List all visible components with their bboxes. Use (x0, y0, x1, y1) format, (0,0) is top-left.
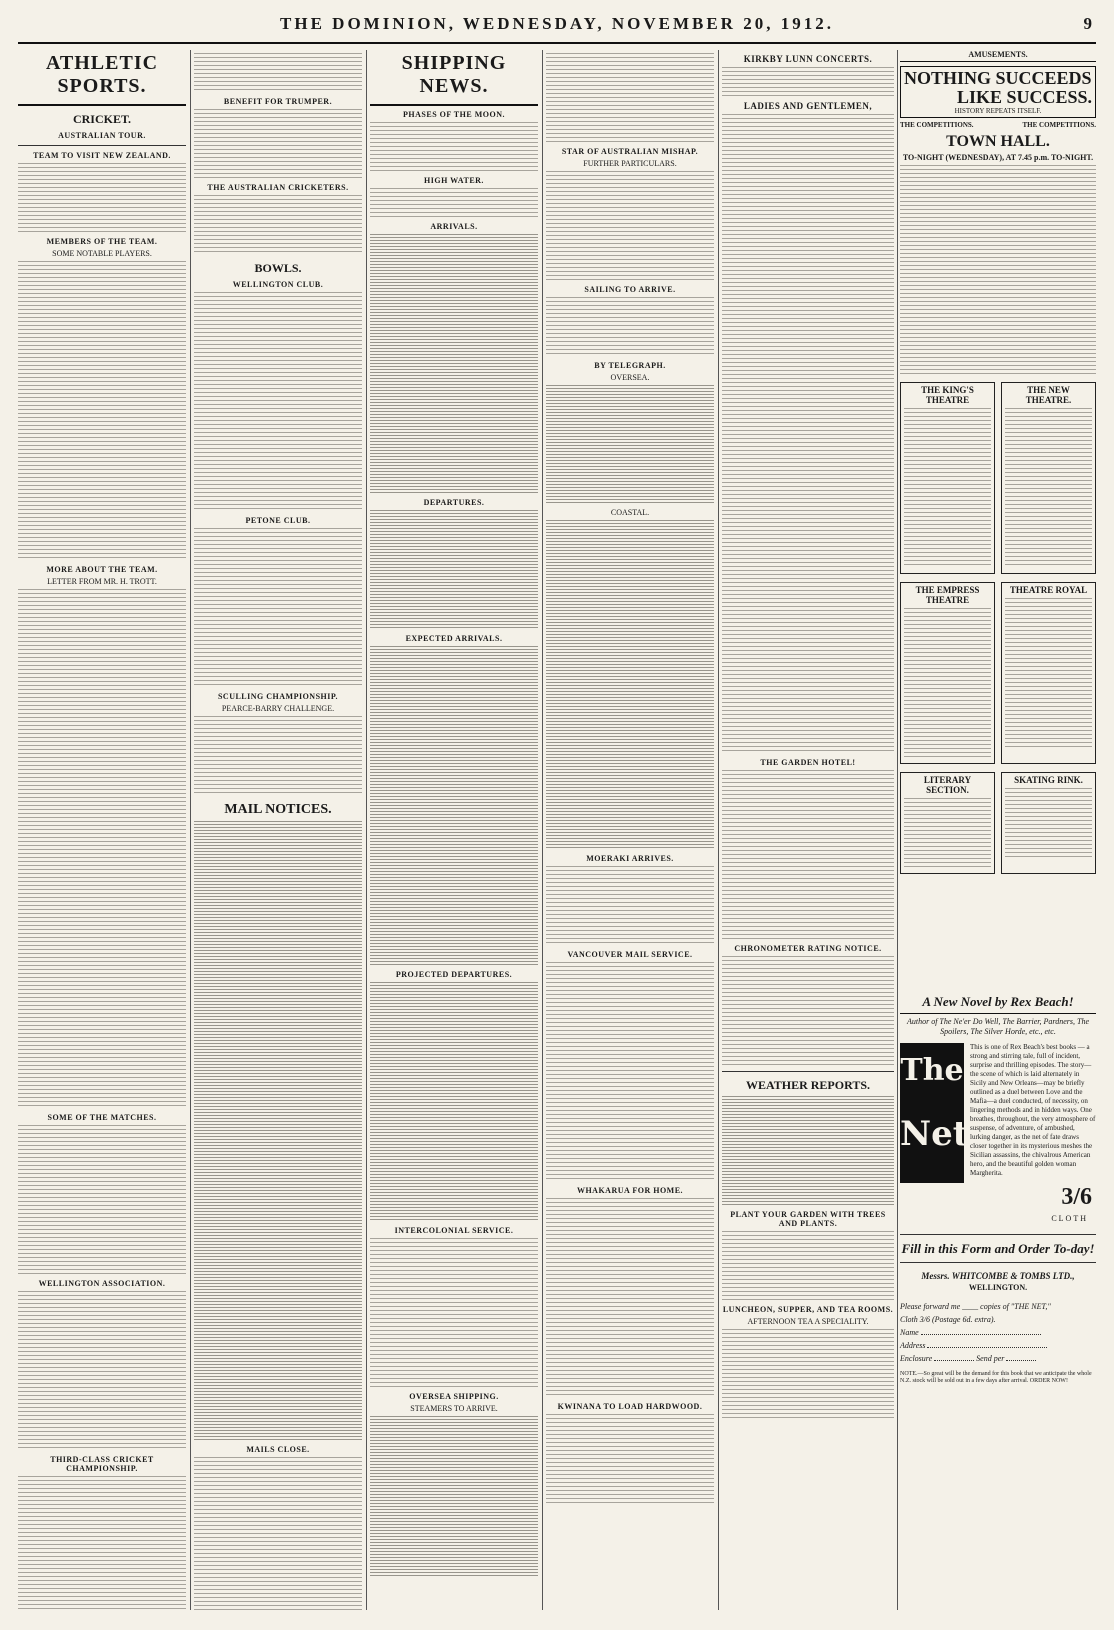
column-amusements (900, 50, 1096, 990)
article-text (722, 1231, 894, 1301)
article-text (370, 1238, 538, 1388)
subheading: MEMBERS OF THE TEAM. (46, 237, 158, 246)
enclosure-blank[interactable] (934, 1360, 974, 1361)
skating-rink-title: SKATING RINK. (1014, 775, 1083, 785)
subheading: THE AUSTRALIAN CRICKETERS. (207, 183, 349, 192)
book-price: 3/6 (1061, 1184, 1092, 1210)
article-text (194, 195, 362, 255)
empress-theatre-advert (900, 582, 995, 764)
article-text (370, 234, 538, 494)
like-success: LIKE SUCCESS. (956, 87, 1092, 107)
article-text (904, 608, 991, 758)
advert-headline: A New Novel by Rex Beach! (900, 994, 1096, 1014)
order-form-fields (900, 1300, 1096, 1365)
subheading: SOME OF THE MATCHES. (47, 1113, 157, 1122)
article-text (546, 171, 714, 281)
rule (18, 145, 186, 146)
heading-afternoon-tea: AFTERNOON TEA A SPECIALITY. (747, 1317, 869, 1326)
subheading: EXPECTED ARRIVALS. (405, 634, 503, 643)
subheading: PEARCE-BARRY CHALLENGE. (221, 704, 335, 713)
newspaper-page (18, 12, 1096, 1618)
article-text (546, 53, 714, 143)
article-text (904, 408, 991, 568)
empress-theatre-title: THE EMPRESS THEATRE (915, 585, 980, 605)
heading-bowls: BOWLS. (254, 261, 302, 275)
subheading: ARRIVALS. (430, 222, 478, 231)
nothing-succeeds: NOTHING SUCCEEDS (904, 68, 1092, 88)
article-text (546, 297, 714, 357)
article-text (18, 1291, 186, 1451)
subheading: OVERSEA SHIPPING. (409, 1392, 499, 1401)
article-text (722, 1096, 894, 1206)
article-text (722, 770, 894, 940)
advert-author-line: Author of The Ne'er Do Well, The Barrier, Pardners, The Spoilers, The Silver Horde, etc., etc. (906, 1017, 1089, 1036)
article-text (194, 716, 362, 796)
theatre-row-3 (900, 768, 1096, 878)
firm-name: Messrs. WHITCOMBE & TOMBS LTD., (921, 1271, 1075, 1281)
article-text (194, 109, 362, 179)
order-price-line: Cloth 3/6 (Postage 6d. extra). (900, 1315, 996, 1324)
order-note: NOTE.—So great will be the demand for this book that we anticipate the whole N.Z. stock will be sold out in a few days after arrival. ORDER NOW! (900, 1371, 1092, 1384)
article-text (370, 510, 538, 630)
subheading: COASTAL. (610, 508, 650, 517)
enclosure-field[interactable] (900, 1352, 1096, 1365)
subheading: BY TELEGRAPH. (594, 361, 666, 370)
article-text (370, 188, 538, 218)
article-text (370, 982, 538, 1222)
article-text (546, 962, 714, 1182)
history-repeats: HISTORY REPEATS ITSELF. (954, 107, 1042, 115)
article-text (370, 1416, 538, 1576)
send-per-label: Send per (976, 1354, 1005, 1363)
competitions-left: THE COMPETITIONS. (900, 121, 974, 129)
binding-cloth: CLOTH (1051, 1214, 1088, 1223)
article-text (370, 122, 538, 172)
subheading: PETONE CLUB. (245, 516, 311, 525)
article-text (370, 646, 538, 966)
section-heading-shipping: SHIPPING NEWS. (370, 50, 538, 106)
book-title-net: Net (900, 1114, 969, 1154)
subheading: MORE ABOUT THE TEAM. (46, 565, 158, 574)
article-text (194, 1457, 362, 1610)
column-divider (897, 50, 898, 1610)
masthead-title: THE DOMINION, WEDNESDAY, NOVEMBER 20, 1912. (280, 14, 834, 33)
subheading: STEAMERS TO ARRIVE. (410, 1404, 498, 1413)
heading-garden-hotel: THE GARDEN HOTEL! (760, 758, 856, 767)
subheading: WHAKARUA FOR HOME. (576, 1186, 684, 1195)
article-text (18, 1125, 186, 1275)
article-text (904, 798, 991, 868)
masthead (18, 12, 1096, 44)
column-shipping-news (370, 50, 538, 1610)
heading-amusements: AMUSEMENTS. (900, 50, 1096, 62)
theatre-row-2 (900, 578, 1096, 768)
heading-cricket: CRICKET. (72, 112, 132, 126)
subheading: HIGH WATER. (424, 176, 484, 185)
column-notices (722, 50, 894, 1610)
advert-blurb: This is one of Rex Beach's best books — a strong and stirring tale, full of incident, surprise and thrilling episodes. The story—the scene of which is laid alternately in Sicily and New Orleans—may be briefly outlined as a duel between Love and the Mafia—a duel conducted, of necessity, on lingering methods and in hidden ways. One breathes, throughout, the very atmosphere of suspense, of adventure, of ambushed, lurking danger, as the net of fate draws closer together in its mysterious meshes the Sicilian assassins, the chivalrous American hero, and the beautiful golden woman Margherita. (970, 1043, 1096, 1177)
article-text (546, 385, 714, 505)
article-text (546, 866, 714, 946)
heading-mail-notices: MAIL NOTICES. (224, 802, 332, 817)
article-text (1005, 598, 1092, 748)
theatre-royal-advert (1001, 582, 1096, 764)
article-text (18, 589, 186, 1109)
heading-chronometer: CHRONOMETER RATING NOTICE. (734, 944, 882, 953)
article-text (18, 163, 186, 233)
subheading: PHASES OF THE MOON. (403, 110, 505, 119)
column-athletic-sports (18, 50, 186, 1610)
book-title-the: The (900, 1053, 964, 1088)
subheading: SAILING TO ARRIVE. (584, 285, 676, 294)
kings-theatre-title: THE KING'S THEATRE (921, 385, 974, 405)
subheading: OVERSEA. (610, 373, 650, 382)
article-text (194, 821, 362, 1441)
theatre-royal-title: THEATRE ROYAL (1009, 585, 1088, 595)
name-field[interactable] (900, 1326, 1096, 1339)
subheading: LETTER FROM MR. H. TROTT. (47, 577, 157, 586)
fill-in-form-heading: Fill in this Form and Order To-day! (901, 1241, 1095, 1256)
column-divider (542, 50, 543, 1610)
article-text (18, 1476, 186, 1610)
subheading: MAILS CLOSE. (246, 1445, 310, 1454)
literary-section-title: LITERARY SECTION. (923, 775, 972, 795)
new-theatre-title: THE NEW THEATRE. (1025, 385, 1072, 405)
column-divider (190, 50, 191, 1610)
heading-luncheon: LUNCHEON, SUPPER, AND TEA ROOMS. (722, 1305, 894, 1314)
article-text (18, 261, 186, 561)
subheading: VANCOUVER MAIL SERVICE. (567, 950, 693, 959)
send-per-blank[interactable] (1006, 1360, 1036, 1361)
article-text (1005, 788, 1092, 858)
name-label: Name (900, 1328, 919, 1337)
article-text (722, 1329, 894, 1419)
article-text (722, 956, 894, 1066)
address-field[interactable] (900, 1339, 1096, 1352)
article-text (900, 165, 1096, 375)
article-text (1005, 408, 1092, 568)
column-bowls-mail (194, 50, 362, 1610)
subheading: SOME NOTABLE PLAYERS. (52, 249, 152, 258)
firm-city: WELLINGTON. (968, 1283, 1028, 1292)
competitions-right: THE COMPETITIONS. (1022, 121, 1096, 129)
rule (900, 1262, 1096, 1263)
subheading: STAR OF AUSTRALIAN MISHAP. (561, 147, 699, 156)
subheading: SCULLING CHAMPIONSHIP. (217, 692, 339, 701)
address-blank[interactable] (927, 1347, 1047, 1348)
skating-rink-advert (1001, 772, 1096, 874)
book-advert-the-net (900, 994, 1096, 1594)
order-line: Please forward me ____ copies of "THE NET," (900, 1302, 1051, 1311)
heading-kirkby-lunn: KIRKBY LUNN CONCERTS. (743, 54, 873, 64)
subheading: BENEFIT FOR TRUMPER. (223, 97, 333, 106)
subheading: FURTHER PARTICULARS. (583, 159, 677, 168)
column-divider (366, 50, 367, 1610)
section-heading-athletic-sports: ATHLETIC SPORTS. (18, 50, 186, 106)
address-label: Address (900, 1341, 926, 1350)
advert-body (900, 1043, 1096, 1193)
article-text (194, 53, 362, 93)
theatre-row-1 (900, 378, 1096, 578)
new-theatre-advert (1001, 382, 1096, 574)
subheading: KWINANA TO LOAD HARDWOOD. (557, 1402, 703, 1411)
subheading: TEAM TO VISIT NEW ZEALAND. (33, 151, 171, 160)
column-divider (718, 50, 719, 1610)
rule (722, 1071, 894, 1072)
article-text (546, 1198, 714, 1398)
subheading: DEPARTURES. (423, 498, 485, 507)
subheading: THIRD-CLASS CRICKET CHAMPIONSHIP. (50, 1455, 154, 1473)
subheading: INTERCOLONIAL SERVICE. (394, 1226, 514, 1235)
enclosure-label: Enclosure (900, 1354, 933, 1363)
name-blank[interactable] (921, 1334, 1041, 1335)
town-hall-heading: TOWN HALL. (946, 133, 1050, 150)
article-text (194, 292, 362, 512)
article-text (546, 520, 714, 850)
competitions-row (900, 121, 1096, 129)
article-text (546, 1414, 714, 1504)
subheading: MOERAKI ARRIVES. (586, 854, 674, 863)
tonight-heading: TO-NIGHT (WEDNESDAY), AT 7.45 p.m. TO-NIGHT. (902, 153, 1094, 162)
subheading: PROJECTED DEPARTURES. (395, 970, 513, 979)
order-form (900, 1229, 1096, 1385)
kings-theatre-advert (900, 382, 995, 574)
article-text (722, 114, 894, 754)
subheading: AUSTRALIAN TOUR. (58, 131, 146, 140)
literary-section-advert (900, 772, 995, 874)
article-text (722, 67, 894, 97)
heading-ladies-gentlemen: LADIES AND GENTLEMEN, (743, 101, 873, 111)
rule (900, 1234, 1096, 1235)
page-number: 9 (1083, 14, 1092, 33)
heading-plant-garden: PLANT YOUR GARDEN WITH TREES AND PLANTS. (730, 1210, 886, 1228)
heading-weather-reports: WEATHER REPORTS. (745, 1078, 871, 1092)
book-title-block (900, 1043, 969, 1183)
subheading: WELLINGTON CLUB. (232, 280, 324, 289)
subheading: WELLINGTON ASSOCIATION. (38, 1279, 166, 1288)
column-shipping-continued (546, 50, 714, 1610)
nothing-succeeds-advert (900, 66, 1096, 118)
article-text (194, 528, 362, 688)
